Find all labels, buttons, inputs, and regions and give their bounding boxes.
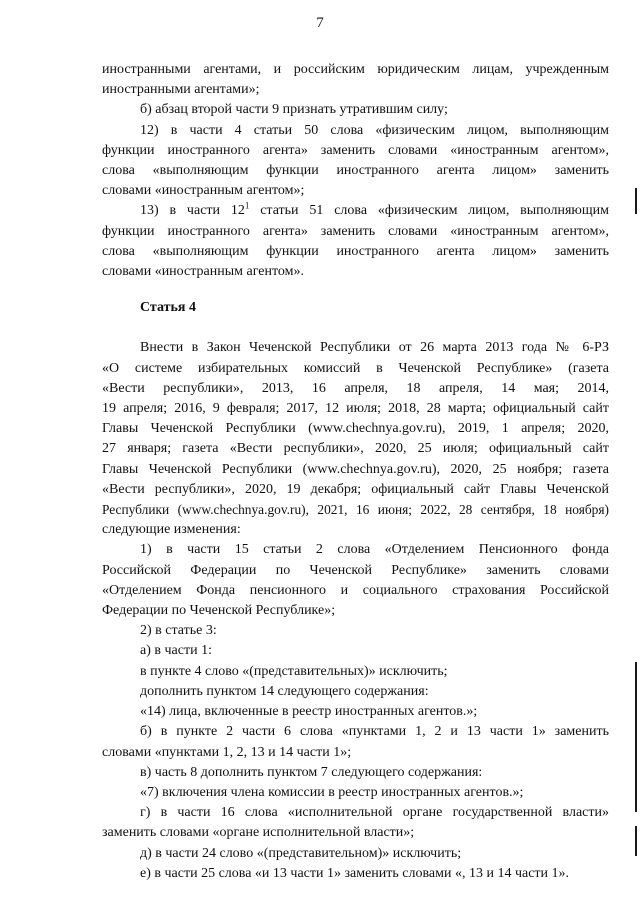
text-line: словами «иностранным агентом». — [102, 264, 304, 280]
text-line: б) в пункте 2 части 6 слова «пунктами 1, 2 и 13 части 1» заменить — [140, 724, 609, 740]
text-line: словами «иностранным агентом»; — [102, 183, 305, 199]
text-line: иностранными агентами»; — [102, 82, 260, 98]
text-line: следующие изменения: — [102, 522, 241, 538]
page-number: 7 — [316, 15, 324, 31]
text-line: 1) в части 15 статьи 2 слова «Отделением Пенсионного фонда — [140, 542, 609, 558]
text-line: 19 апреля; 2016, 9 февраля; 2017, 12 июля; 2018, 28 марта; официальный сайт — [102, 401, 609, 417]
article-heading: Статья 4 — [140, 300, 196, 316]
text-line: д) в части 24 слово «(представительном)» исключить; — [140, 845, 462, 861]
text-line: дополнить пунктом 14 следующего содержания: — [140, 683, 429, 699]
text-line: иностранными агентами, и российским юридическим лицам, учрежденным — [102, 62, 609, 77]
text-line: в пункте 4 слово «(представительных)» исключить; — [140, 663, 448, 679]
scan-edge-mark — [635, 188, 637, 214]
text-line: «О системе избирательных комиссий в Чеченской Республике» (газета — [102, 360, 609, 376]
text-fragment: статьи 51 слова «физическим лицом, выполняющим — [249, 203, 609, 219]
text-fragment: 13) в части 12 — [140, 203, 245, 219]
text-line: а) в части 1: — [140, 643, 212, 659]
text-line: Российской Федерации по Чеченской Республике» заменить словами — [102, 562, 609, 578]
text-line: заменить словами «органе исполнительной власти»; — [102, 825, 415, 841]
text-line: Главы Чеченской Республики (www.chechnya.gov.ru), 2020, 25 ноября; газета — [102, 461, 609, 477]
text-line: «14) лица, включенные в реестр иностранных агентов.»; — [140, 704, 478, 720]
text-line: Федерации по Чеченской Республике»; — [102, 603, 336, 619]
text-line: «Вести республики», 2013, 16 апреля, 18 апреля, 14 мая; 2014, — [102, 380, 609, 396]
scan-edge-mark — [635, 662, 637, 812]
text-line: б) абзац второй части 9 признать утратившим силу; — [140, 102, 448, 118]
scan-edge-mark — [635, 826, 637, 856]
superscript: 1 — [244, 200, 250, 211]
text-line: е) в части 25 слова «и 13 части 1» заменить словами «, 13 и 14 части 1». — [140, 865, 570, 881]
text-line: в) часть 8 дополнить пунктом 7 следующего содержания: — [140, 764, 483, 780]
text-line: слова «выполняющим функции иностранного агента лицом» заменить — [102, 163, 609, 179]
text-line: 12) в части 4 статьи 50 слова «физическим лицом, выполняющим — [140, 122, 609, 138]
text-line: функции иностранного агента» заменить словами «иностранным агентом», — [102, 142, 609, 158]
text-line: Главы Чеченской Республики (www.chechnya.gov.ru), 2019, 1 апреля; 2020, — [102, 421, 609, 437]
text-line: «7) включения члена комиссии в реестр иностранных агентов.»; — [140, 784, 524, 800]
text-line — [102, 201, 609, 221]
text-line: Внести в Закон Чеченской Республики от 26 марта 2013 года № 6-РЗ — [140, 340, 609, 356]
document-body — [102, 60, 609, 884]
text-line: г) в части 16 слова «исполнительной органе государственной власти» — [140, 805, 609, 821]
text-line: слова «выполняющим функции иностранного агента лицом» заменить — [102, 243, 609, 259]
text-line: словами «пунктами 1, 2, 13 и 14 части 1»; — [102, 744, 352, 760]
text-line: Республики (www.chechnya.gov.ru), 2021, 16 июня; 2022, 28 сентября, 18 ноября) — [102, 502, 609, 518]
text-line: 2) в статье 3: — [140, 623, 217, 639]
text-line: «Отделением Фонда пенсионного и социального страхования Российской — [102, 582, 609, 598]
text-line: функции иностранного агента» заменить словами «иностранным агентом», — [102, 223, 609, 239]
text-line: «Вести республики», 2020, 19 декабря; официальный сайт Главы Чеченской — [102, 481, 609, 497]
text-line: 27 января; газета «Вести республики», 2020, 25 июля; официальный сайт — [102, 441, 609, 457]
